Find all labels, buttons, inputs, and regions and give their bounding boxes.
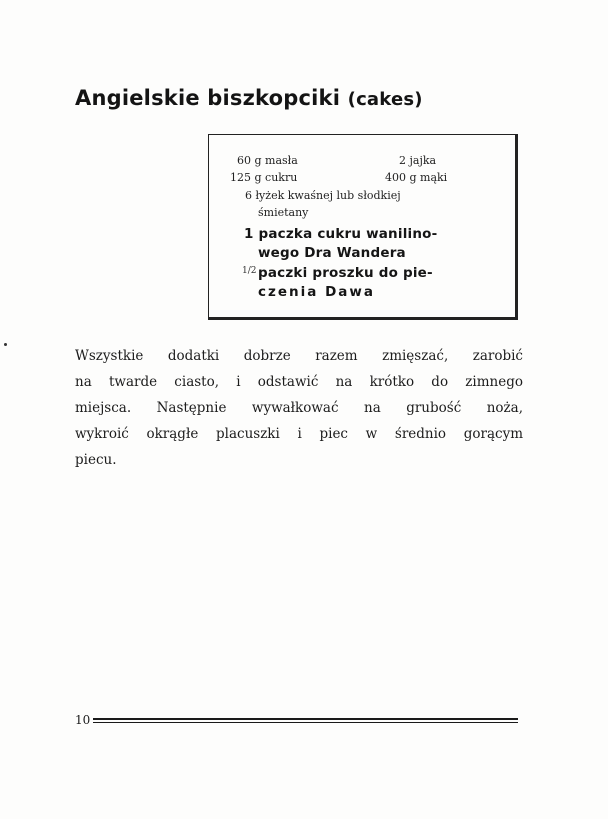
recipe-title <box>75 86 423 110</box>
ingredients-box <box>208 134 518 320</box>
ingredient-cream-line2: śmietany <box>258 206 309 219</box>
ingredient-baking-powder-fraction: 1/2 <box>242 266 257 276</box>
recipe-title-main: Angielskie biszkopciki <box>75 86 341 110</box>
footer-rule-thin <box>93 722 518 723</box>
ingredient-sugar: 125 g cukru <box>230 171 298 184</box>
page-number: 10 <box>75 713 91 727</box>
instruction-line: piecu. <box>75 452 117 468</box>
ingredient-vanilla-line1: 1 paczka cukru wanilino- <box>244 226 438 242</box>
instruction-line: na twarde ciasto, i odstawić na krótko do zimnego <box>75 374 523 390</box>
recipe-title-sub: (cakes) <box>347 89 423 110</box>
ingredient-vanilla-line2: wego Dra Wandera <box>258 245 406 261</box>
print-speck <box>4 343 7 346</box>
ingredient-flour: 400 g mąki <box>385 171 448 184</box>
recipe-instructions <box>75 343 523 473</box>
instruction-line: wykroić okrągłe placuszki i piec w średnio gorącym <box>75 426 523 442</box>
ingredient-baking-powder-line1: paczki proszku do pie- <box>258 265 433 281</box>
ingredient-eggs: 2 jajka <box>399 154 437 167</box>
ingredient-baking-powder-line2: czenia Dawa <box>258 284 375 300</box>
instruction-line: Wszystkie dodatki dobrze razem zmięszać, zarobić <box>75 348 523 364</box>
ingredient-butter: 60 g masła <box>237 154 298 167</box>
footer-rule-thick <box>93 718 518 720</box>
ingredient-cream-line1: 6 łyżek kwaśnej lub słodkiej <box>245 189 401 202</box>
instruction-line: miejsca. Następnie wywałkować na grubość noża, <box>75 400 523 416</box>
